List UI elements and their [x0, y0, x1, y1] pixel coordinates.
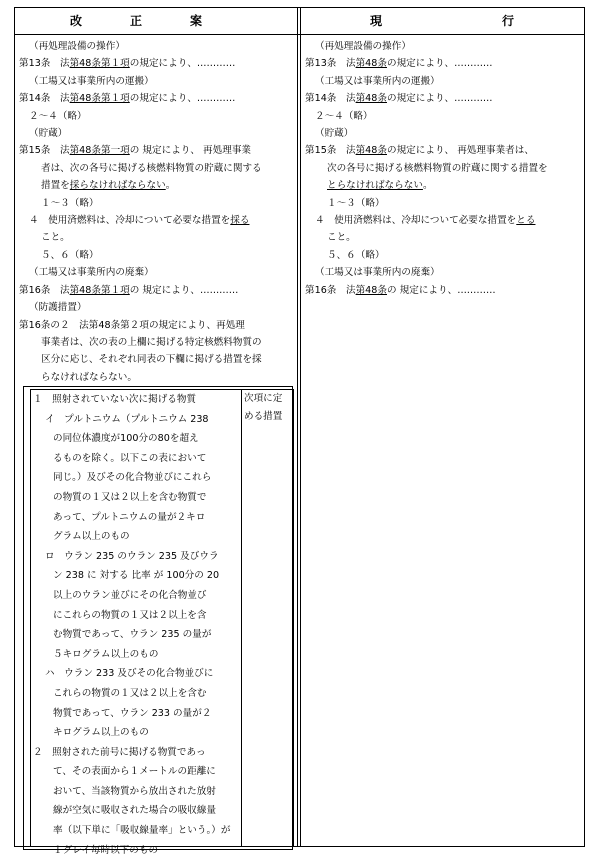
- amended-text: 第48条: [355, 58, 387, 70]
- heading-storage: （貯蔵）: [315, 128, 354, 140]
- item-4-cont: こと。: [327, 232, 356, 244]
- table-row: おいて、当該物質から放出された放射: [53, 785, 216, 797]
- table-measure-line: 次項に定: [244, 393, 283, 404]
- table-category-cell: [33, 390, 239, 860]
- heading-disposal: （工場又は事業所内の廃棄）: [315, 267, 440, 279]
- table-row: の物質の１又は２以上を含む物質で: [53, 491, 207, 503]
- items-omitted: ５、６（略）: [41, 249, 99, 261]
- protection-table-divider: [241, 389, 242, 847]
- table-row: ロ ウラン 235 のウラン 235 及びウラ: [45, 550, 219, 562]
- heading-storage: （貯蔵）: [29, 128, 68, 140]
- table-row: 物質であって、ウラン 233 の量が２: [53, 707, 212, 719]
- table-measure-line: める措置: [244, 411, 283, 422]
- table-row: １グレイ毎時以下のもの: [53, 844, 159, 856]
- article-14: 第14条 法第48条の規定により、…………: [305, 93, 493, 105]
- table-row: ２ 照射された前号に掲げる物質であっ: [33, 746, 206, 758]
- table-row: の同位体濃度が100分の80を超え: [53, 433, 199, 445]
- paragraph-omitted: ２～４（略）: [29, 110, 87, 122]
- table-row: ５キログラム以上のもの: [53, 648, 159, 660]
- article-16-2-line: 事業者は、次の表の上欄に掲げる特定核燃料物質の: [41, 336, 262, 348]
- amended-text: 採る: [230, 215, 250, 227]
- article-16-2: 第16条の２ 法第48条第２項の規定により、再処理: [19, 319, 245, 331]
- table-row: １ 照射されていない次に掲げる物質: [33, 394, 197, 405]
- amended-text: 第48条第１項: [69, 58, 130, 70]
- table-row: グラム以上のもの: [53, 531, 130, 543]
- amended-text: 採らなければならない: [69, 180, 166, 192]
- items-omitted: １～３（略）: [327, 197, 385, 209]
- amended-text: 第48条第１項: [69, 284, 130, 296]
- amended-text: とらなければならない: [327, 180, 423, 192]
- article-16: 第16条 法第48条の 規定により、…………: [305, 284, 496, 296]
- amended-text: 第48条: [355, 145, 387, 157]
- article-14: 第14条 法第48条第１項の規定により、…………: [19, 93, 236, 105]
- header-current: 現 行: [370, 14, 515, 28]
- column-divider: [297, 7, 301, 847]
- item-4: ４ 使用済燃料は、冷却について必要な措置をとる: [315, 215, 536, 227]
- amended-text: 第48条第一項: [69, 145, 130, 157]
- amended-text: とる: [516, 215, 536, 227]
- table-row: 同じ。）及びその化合物並びにこれら: [53, 472, 212, 484]
- header-divider: [14, 34, 585, 35]
- article-16: 第16条 法第48条第１項の 規定により、…………: [19, 284, 239, 296]
- heading-reprocessing-operation: （再処理設備の操作）: [315, 41, 411, 52]
- current-column: [305, 38, 548, 299]
- article-15-line: とらなければならない。: [327, 180, 433, 192]
- table-row: にこれらの物質の１又は２以上を含: [53, 609, 207, 621]
- table-measure-cell: [244, 390, 294, 426]
- article-13: 第13条 法第48条第１項の規定により、…………: [19, 58, 236, 70]
- heading-reprocessing-operation: （再処理設備の操作）: [29, 41, 125, 52]
- heading-transport: （工場又は事業所内の運搬）: [29, 75, 154, 87]
- item-4: ４ 使用済燃料は、冷却について必要な措置を採る: [29, 215, 250, 227]
- table-row: イ プルトニウム（プルトニウム 238: [45, 413, 209, 425]
- heading-protection: （防護措置）: [29, 302, 87, 314]
- article-16-2-line: 区分に応じ、それぞれ同表の下欄に掲げる措置を採: [41, 354, 262, 366]
- amended-text: 第48条: [355, 93, 387, 105]
- amended-text: 第48条第１項: [69, 93, 130, 105]
- table-row: ン 238 に 対する 比率 が 100分の 20: [53, 570, 220, 582]
- table-row: て、その表面から１メートルの距離に: [53, 766, 216, 778]
- article-16-2-line: らなければならない。: [41, 371, 137, 383]
- paragraph-omitted: ２～４（略）: [315, 110, 373, 122]
- table-row: キログラム以上のもの: [53, 727, 149, 739]
- header-revised: 改 正 案: [70, 14, 203, 28]
- table-row: 以上のウラン並びにその化合物並び: [53, 589, 207, 601]
- heading-disposal: （工場又は事業所内の廃棄）: [29, 267, 154, 279]
- table-row: む物質であって、ウラン 235 の量が: [53, 629, 212, 641]
- item-4-cont: こと。: [41, 232, 70, 244]
- heading-transport: （工場又は事業所内の運搬）: [315, 75, 440, 87]
- table-row: 率（以下単に「吸収線量率」という。）が: [53, 825, 231, 837]
- revised-column: [19, 38, 262, 386]
- article-15-line: 措置を採らなければならない。: [41, 180, 176, 192]
- table-row: 線が空気に吸収された場合の吸収線量: [53, 805, 217, 817]
- amended-text: 第48条: [355, 284, 387, 296]
- items-omitted: １～３（略）: [41, 197, 99, 209]
- article-15-line: 次の各号に掲げる核燃料物質の貯蔵に関する措置を: [327, 162, 548, 174]
- table-row: るものを除く。以下この表において: [53, 452, 207, 464]
- article-15: 第15条 法第48条の規定により、 再処理事業者は、: [305, 145, 534, 157]
- article-15-line: 者は、次の各号に掲げる核燃料物質の貯蔵に関する: [41, 162, 262, 174]
- items-omitted: ５、６（略）: [327, 249, 385, 261]
- table-row: あって、プルトニウムの量が２キロ: [53, 511, 206, 523]
- article-13: 第13条 法第48条の規定により、…………: [305, 58, 493, 70]
- table-row: これらの物質の１又は２以上を含む: [53, 687, 207, 699]
- table-row: ハ ウラン 233 及びその化合物並びに: [45, 668, 214, 680]
- article-15: 第15条 法第48条第一項の 規定により、 再処理事業: [19, 145, 252, 157]
